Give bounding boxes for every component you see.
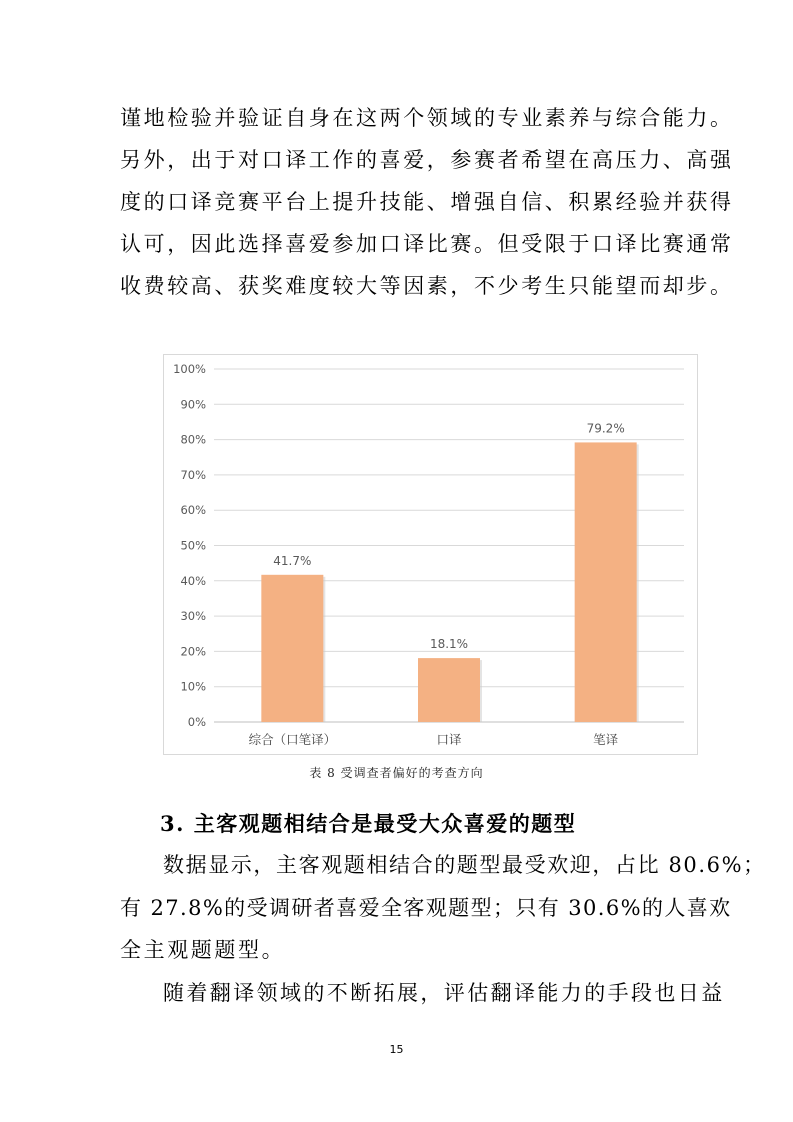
paragraph-line: 收费较高、获奖难度较大等因素，不少考生只能望而却步。 <box>120 274 734 298</box>
data-label: 79.2% <box>586 421 625 436</box>
y-tick-label: 10% <box>180 679 206 694</box>
bar-chart <box>163 354 698 755</box>
paragraph-line: 度的口译竞赛平台上提升技能、增强自信、积累经验并获得 <box>120 190 734 214</box>
x-tick-label: 综合（口笔译） <box>248 732 337 747</box>
y-tick-label: 0% <box>187 715 206 729</box>
paragraph-line: 数据显示，主客观题相结合的题型最受欢迎，占比 80.6%； <box>163 853 766 877</box>
paragraph-line: 随着翻译领域的不断拓展，评估翻译能力的手段也日益 <box>163 981 725 1005</box>
x-tick-label: 笔译 <box>593 732 619 747</box>
data-label: 41.7% <box>273 553 312 568</box>
section-heading: 3. 主客观题相结合是最受大众喜爱的题型 <box>160 811 577 836</box>
chart-caption: 表 8 受调查者偏好的考查方向 <box>309 766 484 780</box>
bar <box>575 442 637 722</box>
y-tick-label: 20% <box>180 644 206 659</box>
page-number: 15 <box>389 1043 404 1056</box>
y-tick-label: 90% <box>180 397 206 412</box>
paragraph-line: 有 27.8%的受调研者喜爱全客观题型；只有 30.6%的人喜欢 <box>120 896 732 920</box>
bar <box>261 575 323 722</box>
paragraph-line: 全主观题题型。 <box>120 938 286 962</box>
y-tick-label: 40% <box>180 573 206 588</box>
y-tick-label: 100% <box>173 362 206 376</box>
paragraph-line: 谨地检验并验证自身在这两个领域的专业素养与综合能力。 <box>120 106 734 130</box>
chart-canvas <box>164 355 697 754</box>
y-tick-label: 70% <box>180 467 206 482</box>
y-tick-label: 60% <box>180 503 206 518</box>
y-tick-label: 80% <box>180 432 206 447</box>
bar <box>418 658 480 722</box>
y-tick-label: 50% <box>180 538 206 553</box>
data-label: 18.1% <box>429 637 469 652</box>
x-tick-label: 口译 <box>436 732 462 747</box>
y-tick-label: 30% <box>180 609 206 624</box>
paragraph-line: 认可，因此选择喜爱参加口译比赛。但受限于口译比赛通常 <box>120 232 734 256</box>
paragraph-line: 另外，出于对口译工作的喜爱，参赛者希望在高压力、高强 <box>120 148 734 172</box>
